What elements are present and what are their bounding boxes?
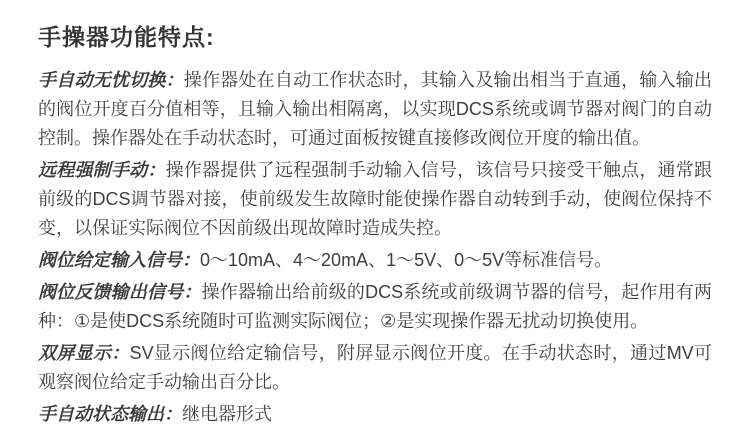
feature-lead: 阀位反馈输出信号： bbox=[38, 282, 202, 302]
feature-body: 操作器提供了远程强制手动输入信号，该信号只接受干触点，通常跟前级的DCS调节器对接，使前级发生故障时能使操作器自动转到手动，使阀位保持不变，以保证实际阀位不因前级出现故障时造成失控。 bbox=[38, 160, 713, 238]
feature-body: SV显示阀位给定输信号，附屏显示阀位开度。在手动状态时，通过MV可观察阀位给定手动输出百分比。 bbox=[38, 343, 713, 392]
feature-paragraph bbox=[38, 156, 712, 243]
feature-body: 操作器处在自动工作状态时，其输入及输出相当于直通，输入输出的阀位开度百分值相等，且输入输出相隔离，以实现DCS系统或调节器对阀门的自动控制。操作器处在手动状态时，可通过面板按键直接修改阀位开度的输出值。 bbox=[38, 70, 713, 148]
feature-lead: 手自动无忧切换： bbox=[38, 70, 184, 90]
feature-body: 继电器形式 bbox=[182, 404, 272, 424]
feature-paragraph bbox=[38, 400, 712, 429]
feature-body: 0～10mA、4～20mA、1～5V、0～5V等标准信号。 bbox=[200, 250, 613, 270]
feature-lead: 双屏显示： bbox=[38, 343, 130, 363]
feature-lead: 远程强制手动： bbox=[38, 160, 166, 180]
feature-paragraph bbox=[38, 278, 712, 336]
feature-lead: 阀位给定输入信号： bbox=[38, 250, 200, 270]
feature-paragraph bbox=[38, 339, 712, 397]
feature-lead: 手自动状态输出： bbox=[38, 404, 182, 424]
feature-paragraph bbox=[38, 246, 712, 275]
feature-paragraph bbox=[38, 66, 712, 153]
feature-body: 操作器输出给前级的DCS系统或前级调节器的信号，起作用有两种：①是使DCS系统随时可监测实际阀位；②是实现操作器无扰动切换使用。 bbox=[38, 282, 712, 331]
page-title: 手操器功能特点: bbox=[38, 24, 215, 50]
